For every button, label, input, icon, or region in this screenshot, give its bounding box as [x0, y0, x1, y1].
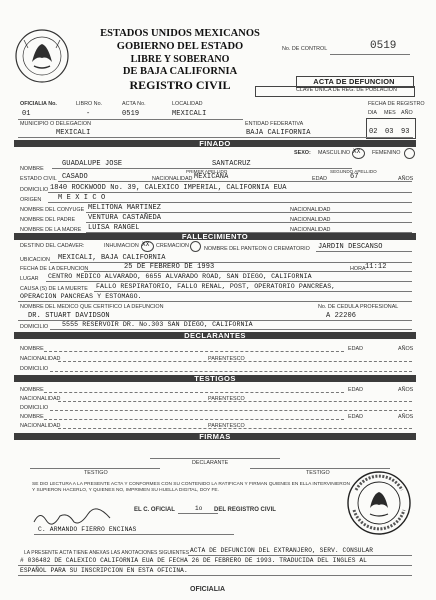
- registro-mes: 03: [385, 128, 394, 136]
- medico-value: DR. STUART DAVIDSON: [28, 312, 110, 320]
- test-1-anos-label: AÑOS: [398, 387, 414, 393]
- nacionalidad-label: NACIONALIDAD: [152, 176, 193, 182]
- fecha-defuncion-label: FECHA DE LA DEFUNCION: [20, 266, 89, 272]
- ano-label: AÑO: [401, 110, 413, 116]
- causa-line-1: FALLO RESPIRATORIO, FALLO RENAL, POST, OPERATORIO PANCREAS,: [96, 283, 336, 290]
- entidad-value: BAJA CALIFORNIA: [246, 129, 311, 137]
- firma-testigo-2-label: TESTIGO: [306, 470, 330, 476]
- padre-value: VENTURA CASTAÑEDA: [88, 214, 162, 222]
- padre-nacionalidad-label: NACIONALIDAD: [290, 217, 331, 223]
- nacionalidad-value: MEXICANA: [194, 173, 229, 181]
- fallecimiento-section-bar: [14, 233, 416, 240]
- acta-label: ACTA No.: [122, 101, 146, 107]
- test-2-nombre-label: NOMBRE: [20, 414, 44, 420]
- registro-dia: 02: [369, 128, 378, 136]
- decl-1-nacionalidad-label: NACIONALIDAD: [20, 356, 61, 362]
- lugar-value: CENTRO MEDICO ALVARADO, 6655 ALVARADO ROAD, SAN DIEGO, CALIFORNIA: [48, 273, 312, 280]
- sexo-label: SEXO:: [294, 150, 311, 156]
- anotacion-line-3: ESPAÑOL PARA SU INSCRIPCION EN ESTA OFICINA.: [20, 567, 188, 574]
- finado-nombre: GUADALUPE JOSE: [62, 160, 123, 168]
- conyuge-value: MELITONA MARTINEZ: [88, 204, 162, 212]
- origen-label: ORIGEN: [20, 197, 42, 203]
- control-number: 0519: [370, 40, 397, 52]
- origen-value: M E X I C O: [58, 194, 106, 202]
- libro-label: LIBRO No.: [76, 101, 103, 107]
- madre-label: NOMBRE DE LA MADRE: [20, 227, 82, 233]
- oficial-name: C. ARMANDO FIERRO ENCINAS: [38, 526, 137, 533]
- firma-declarante-label: DECLARANTE: [192, 460, 229, 466]
- conyuge-nacionalidad-label: NACIONALIDAD: [290, 207, 331, 213]
- masculino-label: MASCULINO: [318, 150, 351, 156]
- lugar-label: LUGAR: [20, 276, 39, 282]
- test-1-nombre-label: NOMBRE: [20, 387, 44, 393]
- dia-label: DIA: [368, 110, 377, 116]
- finado-section-bar: [14, 140, 416, 147]
- fecha-defuncion-value: 25 DE FEBRERO DE 1993: [124, 263, 215, 271]
- mes-label: MES: [384, 110, 396, 116]
- header-state: DE BAJA CALIFORNIA: [122, 66, 238, 77]
- registro-civil-stamp-icon: [346, 470, 412, 536]
- testigos-title: TESTIGOS: [194, 374, 236, 383]
- conyuge-label: NOMBRE DEL CONYUGE: [20, 207, 85, 213]
- test-2-parentesco-label: PARENTESCO: [208, 423, 245, 429]
- ubicacion-value: MEXICALI, BAJA CALIFORNIA: [58, 254, 166, 262]
- clave-label: CLAVE UNICA DE REG. DE POBLACION: [296, 87, 397, 93]
- anos-label: AÑOS: [398, 176, 414, 182]
- test-1-edad-label: EDAD: [348, 387, 363, 393]
- decl-1-edad-label: EDAD: [348, 346, 363, 352]
- test-1-domicilio-label: DOMICILIO: [20, 405, 49, 411]
- firmas-section-bar: [14, 433, 416, 440]
- entidad-label: ENTIDAD FEDERATIVA: [245, 121, 304, 127]
- domicilio-value: 1840 ROCKWOOD No. 39, CALEXICO IMPERIAL, CALIFORNIA EUA: [50, 184, 287, 192]
- control-number-label: No. DE CONTROL: [282, 46, 328, 52]
- inhumacion-label: INHUMACION: [104, 243, 139, 249]
- medico-label: NOMBRE DEL MEDICO QUE CERTIFICO LA DEFUNCION: [20, 304, 164, 310]
- fallecimiento-title: FALLECIMIENTO: [181, 232, 249, 241]
- madre-nacionalidad-label: NACIONALIDAD: [290, 227, 331, 233]
- test-2-edad-label: EDAD: [348, 414, 363, 420]
- header-registry: REGISTRO CIVIL: [129, 78, 231, 92]
- cedula-value: A 22206: [326, 312, 357, 320]
- madre-value: LUISA RANGEL: [88, 224, 140, 232]
- firma-testigo-1-label: TESTIGO: [84, 470, 108, 476]
- femenino-label: FEMENINO: [372, 150, 401, 156]
- test-2-anos-label: AÑOS: [398, 414, 414, 420]
- declarantes-title: DECLARANTES: [184, 331, 246, 340]
- municipio-value: MEXICALI: [56, 129, 91, 137]
- ubicacion-label: UBICACION: [20, 257, 50, 263]
- municipio-label: MUNICIPIO O DELEGACION: [20, 121, 91, 127]
- decl-1-anos-label: AÑOS: [398, 346, 414, 352]
- registro-ano: 93: [401, 128, 410, 136]
- acta-title: ACTA DE DEFUNCION: [313, 77, 395, 86]
- decl-1-parentesco-label: PARENTESCO: [208, 356, 245, 362]
- test-1-nacionalidad-label: NACIONALIDAD: [20, 396, 61, 402]
- sexo-mark: XX: [353, 148, 361, 155]
- apellido-label: PRIMER APELLIDO: [186, 169, 228, 174]
- causa-label: CAUSA (S) DE LA MUERTE: [20, 286, 88, 292]
- anotaciones-label: LA PRESENTE ACTA TIENE ANEXAS LAS ANOTACIONES SIGUIENTES: [24, 550, 190, 556]
- testigos-section-bar: [14, 375, 416, 382]
- edad-label: EDAD: [312, 176, 327, 182]
- localidad-label: LOCALIDAD: [172, 101, 203, 107]
- localidad-value: MEXICALI: [172, 110, 207, 118]
- official-stamp: [346, 470, 412, 536]
- cedula-label: No. DE CEDULA PROFESIONAL: [318, 304, 399, 310]
- destino-label: DESTINO DEL CADAVER:: [20, 243, 85, 249]
- test-1-parentesco-label: PARENTESCO: [208, 396, 245, 402]
- anotacion-line-1: ACTA DE DEFUNCION DEL EXTRANJERO, SERV. CONSULAR: [190, 547, 374, 554]
- finado-apellido: SANTACRUZ: [212, 160, 251, 168]
- anotacion-line-2: # 036482 DE CALEXICO CALIFORNIA EUA DE FECHA 26 DE FEBRERO DE 1993. TRADUCIDA DEL INGLES AL: [20, 557, 367, 564]
- causa-line-2: OPERACION PANCREAS Y ESTOMAGO.: [20, 293, 142, 300]
- padre-label: NOMBRE DEL PADRE: [20, 217, 76, 223]
- estado-civil-value: CASADO: [62, 173, 88, 181]
- medico-domicilio-value: 5555 RESERVOIR DR. No.303 SAN DIEGO, CALIFORNIA: [62, 321, 253, 328]
- panteon-label: NOMBRE DEL PANTEON O CREMATORIO: [204, 246, 310, 252]
- hora-value: 11:12: [365, 263, 387, 271]
- nombre-label: NOMBRE: [20, 166, 44, 172]
- libro-value: -: [86, 110, 91, 118]
- acta-value: 0519: [122, 110, 140, 118]
- firmas-title: FIRMAS: [199, 432, 231, 441]
- oficial-pre: EL C. OFICIAL: [134, 507, 175, 513]
- oficialia-bottom: OFICIALIA: [190, 586, 225, 593]
- segundo-apellido-label: SEGUNDO APELLIDO: [330, 169, 377, 174]
- oficial-num: 1o: [195, 505, 203, 512]
- fecha-registro-label: FECHA DE REGISTRO: [368, 101, 425, 107]
- lectura-text: SE DIO LECTURA A LA PRESENTE ACTA Y CONFORMES CON SU CONTENIDO LA RATIFICAN Y FIRMAN QUIENES EN ELLA INTERVINIERON Y SUPIERON HACERLO, Y QUIENES NO, IMPRIMEN SU HUELLA DIGITAL, DOY FE.: [32, 482, 350, 493]
- edad-value: 67: [350, 173, 359, 181]
- oficialia-label: OFICIALIA No.: [20, 101, 57, 107]
- inhumacion-mark: XX: [142, 241, 150, 248]
- coat-of-arms-seal: [14, 28, 70, 84]
- finado-title: FINADO: [199, 139, 231, 148]
- estado-civil-label: ESTADO CIVIL: [20, 176, 57, 182]
- domicilio-label: DOMICILIO: [20, 187, 49, 193]
- panteon-value: JARDIN DESCANSO: [318, 243, 383, 251]
- header-country: ESTADOS UNIDOS MEXICANOS: [100, 28, 260, 39]
- header-government: GOBIERNO DEL ESTADO: [116, 41, 244, 52]
- decl-1-domicilio-label: DOMICILIO: [20, 366, 49, 372]
- oficial-signature: [30, 506, 120, 528]
- header-libre: LIBRE Y SOBERANO: [130, 54, 230, 65]
- medico-domicilio-label: DOMICILIO: [20, 324, 49, 330]
- hora-label: HORA: [350, 266, 366, 272]
- oficialia-value: 01: [22, 110, 31, 118]
- declarantes-section-bar: [14, 332, 416, 339]
- oficial-post: DEL REGISTRO CIVIL: [214, 507, 276, 513]
- test-2-nacionalidad-label: NACIONALIDAD: [20, 423, 61, 429]
- eagle-emblem-icon: [14, 28, 70, 84]
- decl-1-nombre-label: NOMBRE: [20, 346, 44, 352]
- cremacion-label: CREMACION: [156, 243, 189, 249]
